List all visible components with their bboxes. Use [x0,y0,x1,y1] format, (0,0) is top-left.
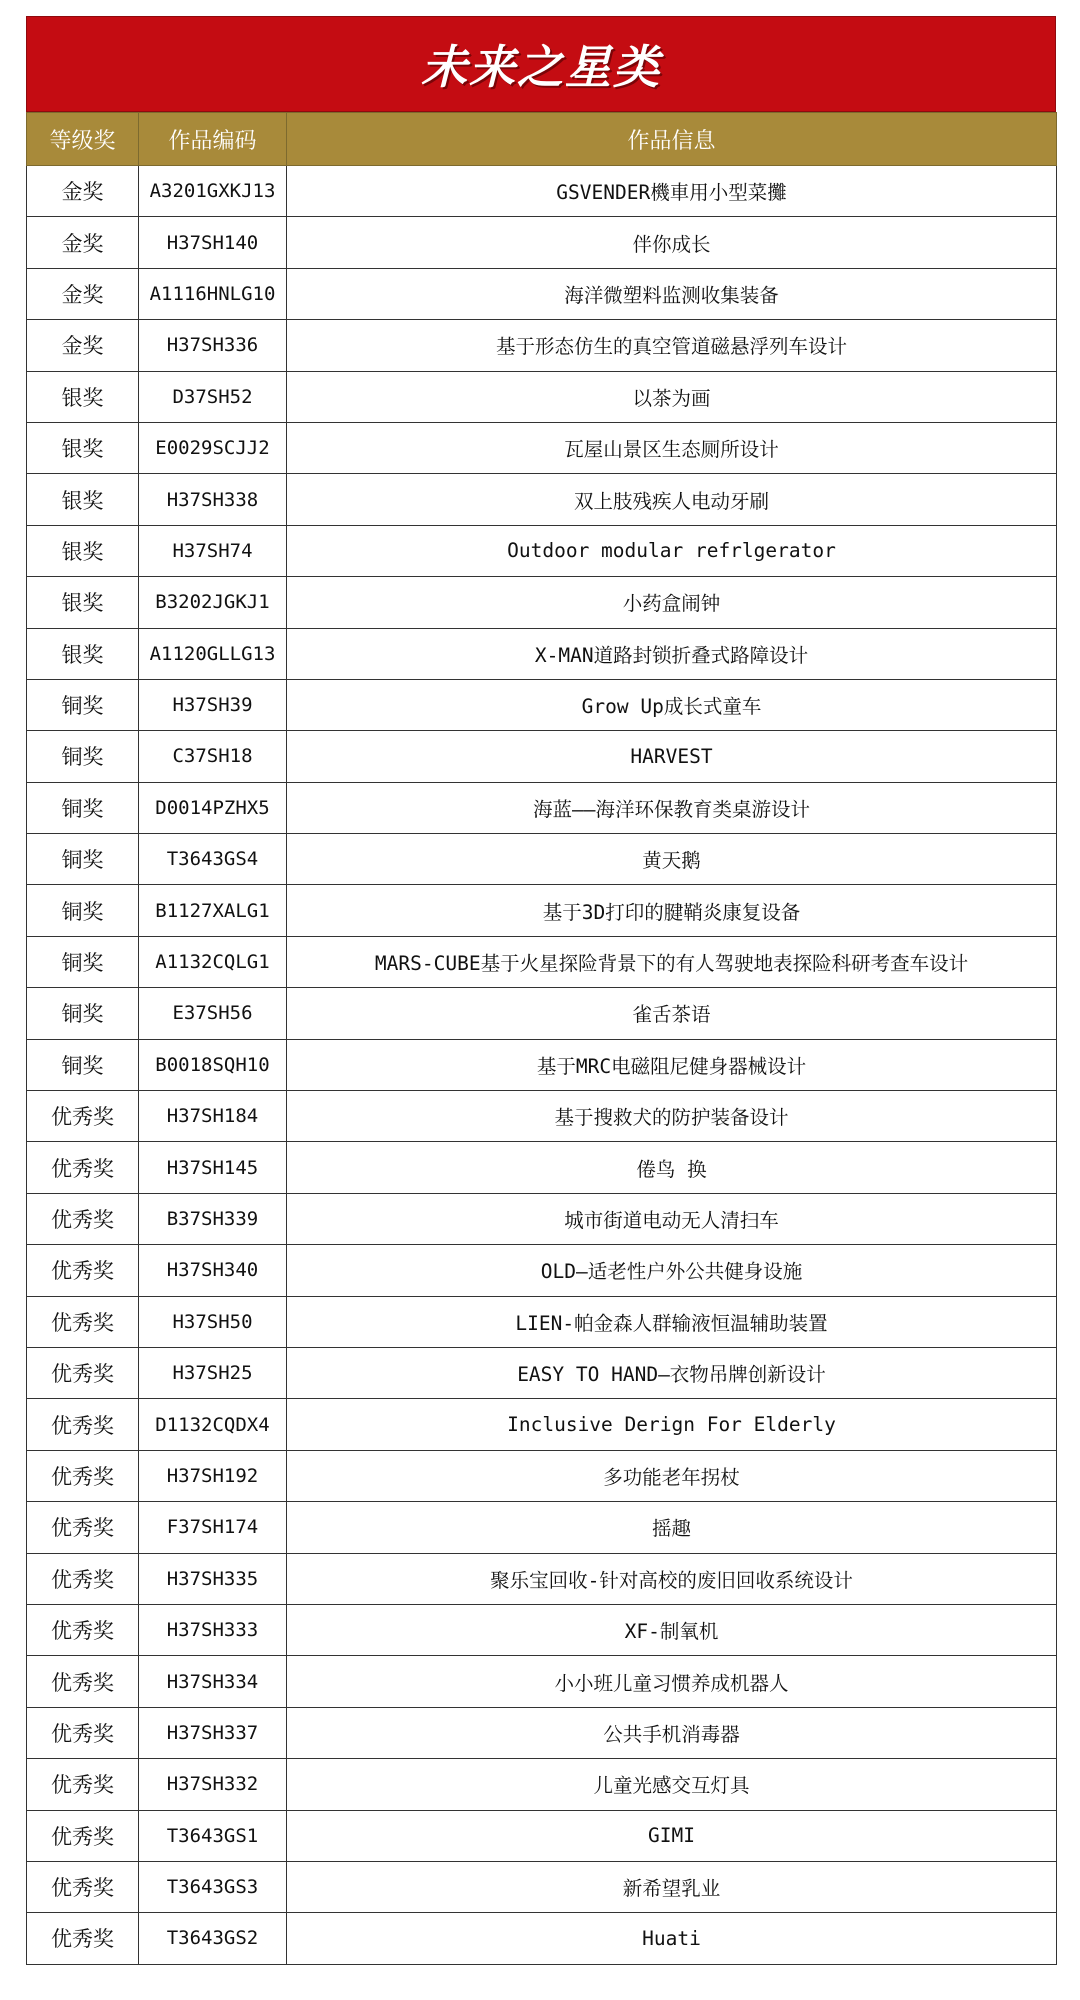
work-code-cell: H37SH333 [139,1604,287,1655]
work-info-cell: 多功能老年拐杖 [287,1450,1057,1501]
award-level-cell: 铜奖 [27,782,139,833]
table-body [27,166,1057,1965]
table-row [27,1913,1057,1964]
table-row [27,525,1057,576]
work-code-cell: T3643GS1 [139,1810,287,1861]
work-info-cell: XF-制氧机 [287,1604,1057,1655]
award-level-cell: 优秀奖 [27,1656,139,1707]
award-level-cell: 银奖 [27,577,139,628]
award-level-cell: 优秀奖 [27,1707,139,1758]
work-info-cell: 儿童光感交互灯具 [287,1759,1057,1810]
work-code-cell: H37SH340 [139,1245,287,1296]
work-code-cell: F37SH174 [139,1502,287,1553]
work-info-cell: 海蓝——海洋环保教育类桌游设计 [287,782,1057,833]
work-info-cell: 基于3D打印的腱鞘炎康复设备 [287,885,1057,936]
table-row [27,885,1057,936]
table-row [27,1502,1057,1553]
work-code-cell: D1132CQDX4 [139,1399,287,1450]
work-code-cell: A3201GXKJ13 [139,166,287,217]
work-info-cell: 瓦屋山景区生态厕所设计 [287,422,1057,473]
table-row [27,422,1057,473]
work-info-cell: OLD—适老性户外公共健身设施 [287,1245,1057,1296]
award-level-cell: 优秀奖 [27,1810,139,1861]
award-level-cell: 铜奖 [27,679,139,730]
work-code-cell: H37SH39 [139,679,287,730]
work-info-cell: Grow Up成长式童车 [287,679,1057,730]
table-row [27,217,1057,268]
award-level-cell: 金奖 [27,166,139,217]
award-level-cell: 优秀奖 [27,1604,139,1655]
award-level-cell: 银奖 [27,525,139,576]
table-row [27,679,1057,730]
table-row [27,1193,1057,1244]
work-info-cell: 雀舌茶语 [287,988,1057,1039]
table-row [27,371,1057,422]
award-level-cell: 优秀奖 [27,1861,139,1912]
award-level-cell: 银奖 [27,371,139,422]
table-row [27,474,1057,525]
work-code-cell: B37SH339 [139,1193,287,1244]
award-level-cell: 金奖 [27,217,139,268]
work-code-cell: H37SH192 [139,1450,287,1501]
award-level-cell: 优秀奖 [27,1091,139,1142]
work-info-cell: Outdoor modular refrlgerator [287,525,1057,576]
work-code-cell: H37SH50 [139,1296,287,1347]
work-info-cell: 海洋微塑料监测收集装备 [287,268,1057,319]
award-level-cell: 优秀奖 [27,1502,139,1553]
work-code-cell: B3202JGKJ1 [139,577,287,628]
work-info-cell: 双上肢残疾人电动牙刷 [287,474,1057,525]
table-row [27,1399,1057,1450]
table-row [27,320,1057,371]
award-level-cell: 银奖 [27,628,139,679]
table-row [27,1604,1057,1655]
work-code-cell: B1127XALG1 [139,885,287,936]
work-code-cell: H37SH74 [139,525,287,576]
table-row [27,577,1057,628]
work-info-cell: 基于MRC电磁阻尼健身器械设计 [287,1039,1057,1090]
award-level-cell: 优秀奖 [27,1193,139,1244]
work-code-cell: H37SH335 [139,1553,287,1604]
work-info-cell: LIEN-帕金森人群输液恒温辅助装置 [287,1296,1057,1347]
work-info-cell: X-MAN道路封锁折叠式路障设计 [287,628,1057,679]
award-level-cell: 优秀奖 [27,1296,139,1347]
work-code-cell: B0018SQH10 [139,1039,287,1090]
table-row [27,988,1057,1039]
header-work-info: 作品信息 [287,113,1057,166]
header-award-level: 等级奖 [27,113,139,166]
work-code-cell: H37SH334 [139,1656,287,1707]
header-work-code: 作品编码 [139,113,287,166]
work-code-cell: A1132CQLG1 [139,936,287,987]
work-info-cell: 小药盒闹钟 [287,577,1057,628]
work-info-cell: 基于搜救犬的防护装备设计 [287,1091,1057,1142]
award-level-cell: 铜奖 [27,885,139,936]
table-row [27,1861,1057,1912]
award-level-cell: 银奖 [27,422,139,473]
table-row [27,782,1057,833]
award-level-cell: 优秀奖 [27,1399,139,1450]
work-code-cell: A1120GLLG13 [139,628,287,679]
work-info-cell: 小小班儿童习惯养成机器人 [287,1656,1057,1707]
table-row [27,166,1057,217]
award-level-cell: 优秀奖 [27,1759,139,1810]
work-code-cell: H37SH337 [139,1707,287,1758]
table-row [27,1656,1057,1707]
work-info-cell: 城市街道电动无人清扫车 [287,1193,1057,1244]
award-level-cell: 优秀奖 [27,1913,139,1964]
table-row [27,628,1057,679]
award-level-cell: 优秀奖 [27,1347,139,1398]
work-info-cell: 以茶为画 [287,371,1057,422]
work-code-cell: H37SH338 [139,474,287,525]
category-title: 未来之星类 [421,40,661,94]
work-code-cell: H37SH184 [139,1091,287,1142]
table-row [27,1039,1057,1090]
work-info-cell: GSVENDER機車用小型菜攤 [287,166,1057,217]
work-code-cell: H37SH140 [139,217,287,268]
work-code-cell: A1116HNLG10 [139,268,287,319]
award-level-cell: 铜奖 [27,834,139,885]
table-row [27,1707,1057,1758]
work-code-cell: T3643GS2 [139,1913,287,1964]
table-row [27,1759,1057,1810]
table-row [27,1347,1057,1398]
table-row [27,1553,1057,1604]
work-info-cell: Huati [287,1913,1057,1964]
award-level-cell: 金奖 [27,320,139,371]
table-row [27,834,1057,885]
work-code-cell: H37SH332 [139,1759,287,1810]
award-sheet [26,16,1056,1965]
awards-table [26,112,1057,1965]
work-code-cell: H37SH145 [139,1142,287,1193]
table-row [27,1142,1057,1193]
table-row [27,268,1057,319]
work-info-cell: 新希望乳业 [287,1861,1057,1912]
work-info-cell: 基于形态仿生的真空管道磁悬浮列车设计 [287,320,1057,371]
work-code-cell: D37SH52 [139,371,287,422]
table-row [27,731,1057,782]
award-level-cell: 铜奖 [27,988,139,1039]
work-info-cell: HARVEST [287,731,1057,782]
award-level-cell: 铜奖 [27,731,139,782]
work-info-cell: 伴你成长 [287,217,1057,268]
work-code-cell: D0014PZHX5 [139,782,287,833]
work-code-cell: T3643GS3 [139,1861,287,1912]
table-row [27,1296,1057,1347]
work-code-cell: T3643GS4 [139,834,287,885]
work-info-cell: MARS-CUBE基于火星探险背景下的有人驾驶地表探险科研考查车设计 [287,936,1057,987]
table-header-row [27,113,1057,166]
work-info-cell: GIMI [287,1810,1057,1861]
award-level-cell: 优秀奖 [27,1142,139,1193]
work-code-cell: C37SH18 [139,731,287,782]
award-level-cell: 银奖 [27,474,139,525]
work-info-cell: 摇趣 [287,1502,1057,1553]
table-row [27,1245,1057,1296]
award-level-cell: 铜奖 [27,1039,139,1090]
award-level-cell: 优秀奖 [27,1450,139,1501]
work-info-cell: 倦鸟 换 [287,1142,1057,1193]
award-level-cell: 铜奖 [27,936,139,987]
work-code-cell: E0029SCJJ2 [139,422,287,473]
work-code-cell: E37SH56 [139,988,287,1039]
award-level-cell: 优秀奖 [27,1245,139,1296]
table-row [27,1091,1057,1142]
table-row [27,1810,1057,1861]
award-level-cell: 金奖 [27,268,139,319]
category-banner [26,16,1056,112]
table-row [27,936,1057,987]
table-row [27,1450,1057,1501]
work-code-cell: H37SH25 [139,1347,287,1398]
work-info-cell: 聚乐宝回收-针对高校的废旧回收系统设计 [287,1553,1057,1604]
work-info-cell: Inclusive Derign For Elderly [287,1399,1057,1450]
work-info-cell: EASY TO HAND—衣物吊牌创新设计 [287,1347,1057,1398]
work-code-cell: H37SH336 [139,320,287,371]
work-info-cell: 公共手机消毒器 [287,1707,1057,1758]
award-level-cell: 优秀奖 [27,1553,139,1604]
work-info-cell: 黄天鹅 [287,834,1057,885]
